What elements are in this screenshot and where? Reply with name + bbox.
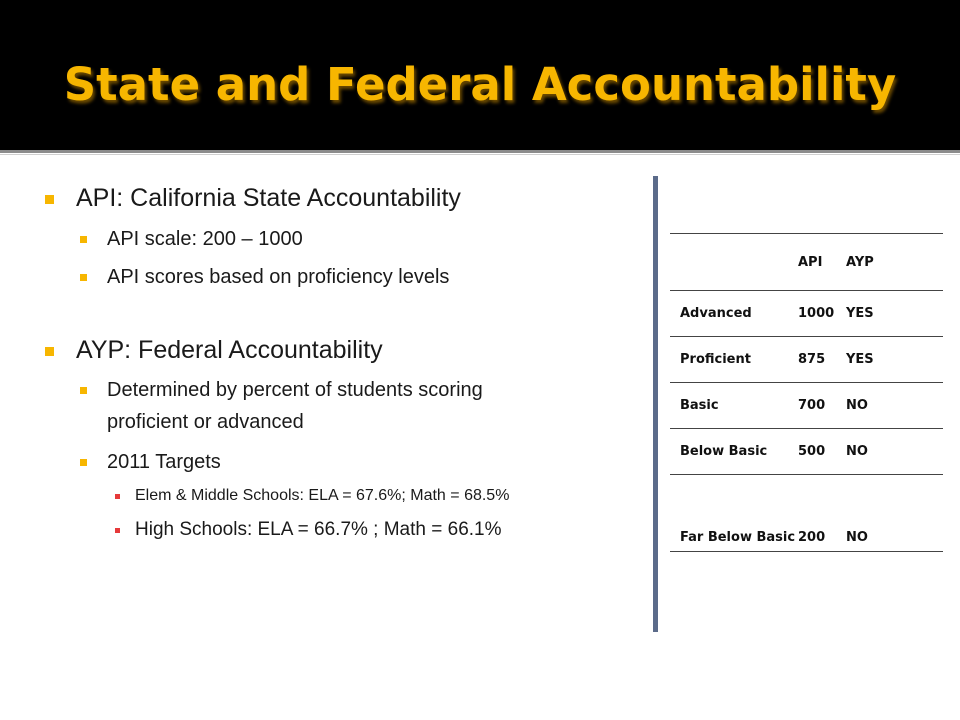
sub-bullet-square-icon [80, 459, 87, 466]
api-scale: API scale: 200 – 1000 [107, 228, 303, 250]
ayp-cell: YES [846, 291, 943, 337]
accountability-table [670, 233, 943, 552]
table-row [670, 475, 943, 552]
level-cell: Advanced [670, 291, 798, 337]
targets-heading: 2011 Targets [107, 451, 221, 473]
level-cell: Proficient [670, 337, 798, 383]
title-rule [0, 150, 960, 153]
table-row [670, 383, 943, 429]
sub-bullet-square-icon [80, 387, 87, 394]
vertical-divider [653, 176, 658, 632]
ayp-cell: NO [846, 475, 943, 552]
ayp-cell: NO [846, 383, 943, 429]
ayp-heading: AYP: Federal Accountability [76, 336, 383, 364]
api-cell: 700 [798, 383, 846, 429]
table-row [670, 429, 943, 475]
table-header-row [670, 234, 943, 291]
ayp-determined-line2: proficient or advanced [107, 411, 304, 433]
table-row [670, 291, 943, 337]
bullet-square-icon [45, 347, 54, 356]
sub-sub-bullet-icon [115, 528, 120, 533]
table-row [670, 337, 943, 383]
api-heading: API: California State Accountability [76, 184, 461, 212]
level-cell: Below Basic [670, 429, 798, 475]
api-cell: 875 [798, 337, 846, 383]
sub-sub-bullet-icon [115, 494, 120, 499]
api-cell: 500 [798, 429, 846, 475]
api-cell: 1000 [798, 291, 846, 337]
slide-title: State and Federal Accountability [63, 58, 897, 111]
header-cell [670, 234, 798, 291]
bullet-square-icon [45, 195, 54, 204]
high-school-targets: High Schools: ELA = 66.7% ; Math = 66.1% [135, 519, 502, 540]
api-cell: 200 [798, 475, 846, 552]
sub-bullet-square-icon [80, 236, 87, 243]
header-cell: AYP [846, 234, 943, 291]
ayp-cell: NO [846, 429, 943, 475]
sub-bullet-square-icon [80, 274, 87, 281]
ayp-cell: YES [846, 337, 943, 383]
level-cell: Basic [670, 383, 798, 429]
ayp-determined-line1: Determined by percent of students scoring [107, 379, 483, 401]
api-scores: API scores based on proficiency levels [107, 266, 450, 288]
level-cell: Far Below Basic [670, 475, 798, 552]
header-cell: API [798, 234, 846, 291]
elem-middle-targets: Elem & Middle Schools: ELA = 67.6%; Math = 68.5% [135, 487, 510, 504]
title-rule-thin [0, 154, 960, 155]
